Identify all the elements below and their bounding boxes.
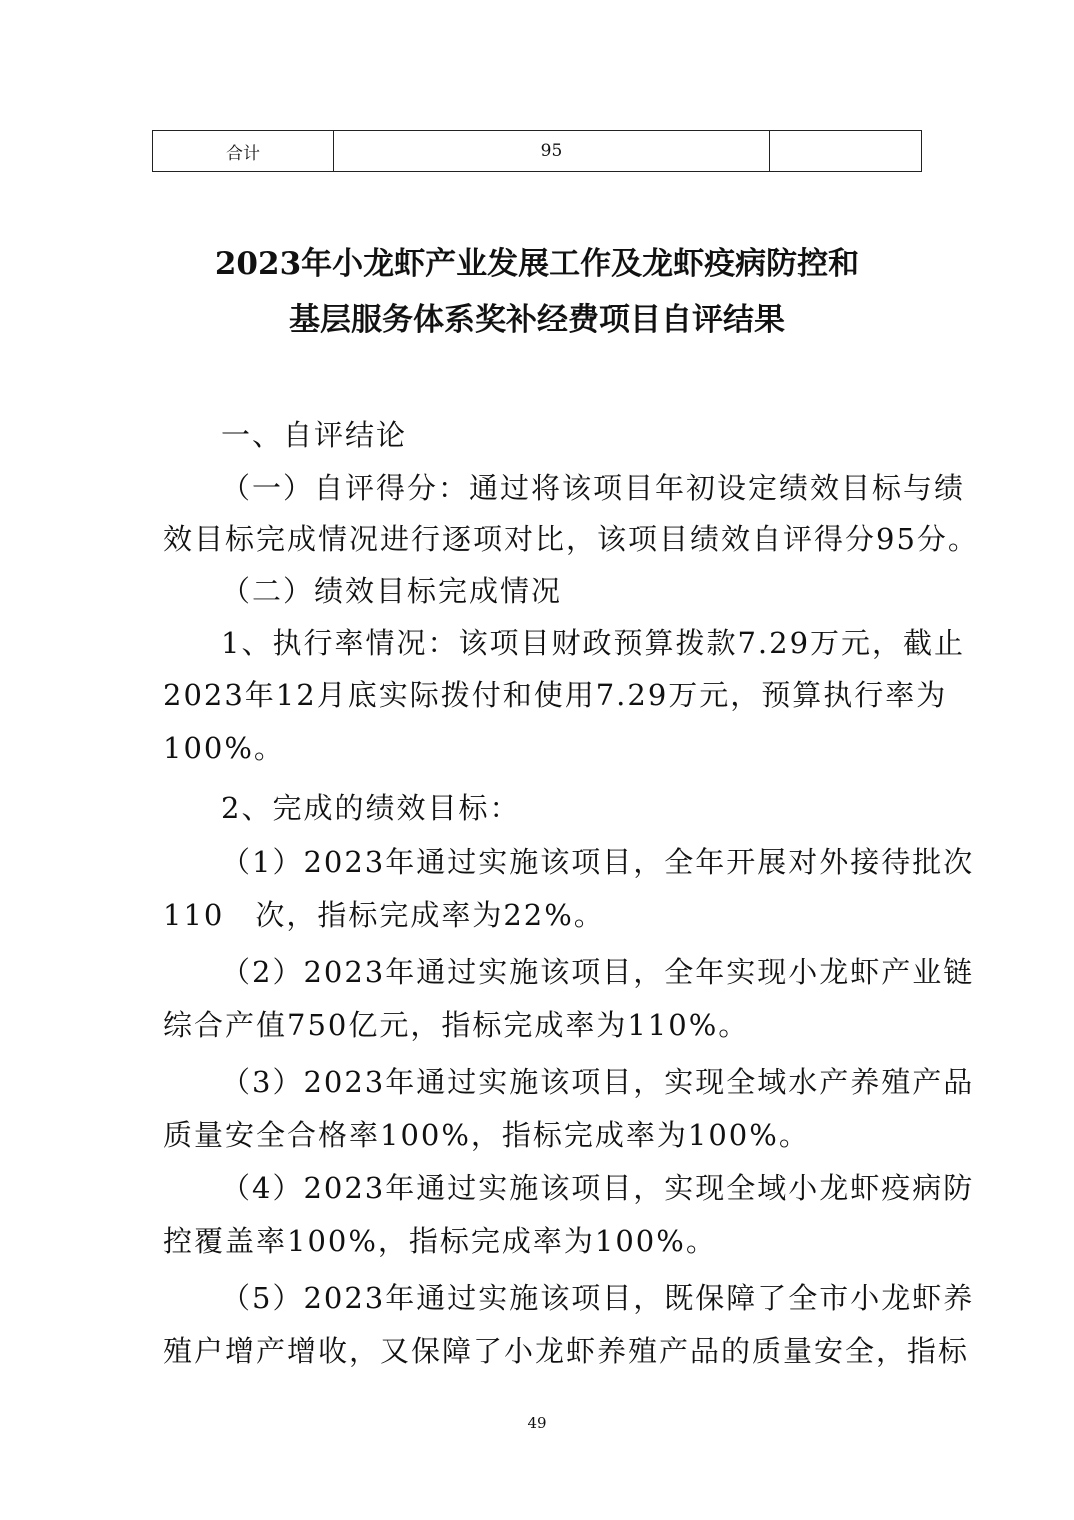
- goal-item-3-line-2: 质量安全合格率100%，指标完成率为100%。: [163, 1118, 810, 1152]
- goal-item-2-line-2: 综合产值750亿元，指标完成率为110%。: [163, 1008, 750, 1042]
- goal-item-4-line-1: （4）2023年通过实施该项目，实现全域小龙虾疫病防: [221, 1171, 975, 1205]
- goals-heading: （二）绩效目标完成情况: [221, 574, 563, 608]
- total-score-cell: 95: [334, 131, 770, 172]
- table-row: [153, 131, 922, 172]
- completed-goals-heading: 2、完成的绩效目标：: [221, 791, 521, 825]
- score-paragraph-line-1: （一）自评得分：通过将该项目年初设定绩效目标与绩: [221, 471, 966, 505]
- section-heading-conclusion: 一、自评结论: [221, 418, 408, 452]
- summary-table: [152, 130, 922, 172]
- execution-paragraph-line-2: 2023年12月底实际拨付和使用7.29万元，预算执行率为: [163, 678, 948, 712]
- page-number: 49: [527, 1414, 547, 1432]
- goal-item-2-line-1: （2）2023年通过实施该项目，全年实现小龙虾产业链: [221, 955, 975, 989]
- execution-paragraph-line-3: 100%。: [163, 731, 285, 765]
- execution-paragraph-line-1: 1、执行率情况：该项目财政预算拨款7.29万元，截止: [221, 626, 966, 660]
- remark-cell: [770, 131, 922, 172]
- score-paragraph-line-2: 效目标完成情况进行逐项对比，该项目绩效自评得分95分。: [163, 522, 979, 556]
- document-title-line-2: 基层服务体系奖补经费项目自评结果: [289, 302, 785, 338]
- goal-item-1-line-1: （1）2023年通过实施该项目，全年开展对外接待批次: [221, 845, 975, 879]
- goal-item-5-line-2: 殖户增产增收，又保障了小龙虾养殖产品的质量安全，指标: [163, 1334, 970, 1368]
- goal-item-5-line-1: （5）2023年通过实施该项目，既保障了全市小龙虾养: [221, 1281, 975, 1315]
- goal-item-4-line-2: 控覆盖率100%，指标完成率为100%。: [163, 1224, 717, 1258]
- total-label-cell: 合计: [153, 131, 334, 172]
- document-title-line-1: 2023年小龙虾产业发展工作及龙虾疫病防控和: [214, 246, 860, 282]
- goal-item-3-line-1: （3）2023年通过实施该项目，实现全域水产养殖产品: [221, 1065, 975, 1099]
- goal-item-1-line-2: 110 次，指标完成率为22%。: [163, 898, 605, 932]
